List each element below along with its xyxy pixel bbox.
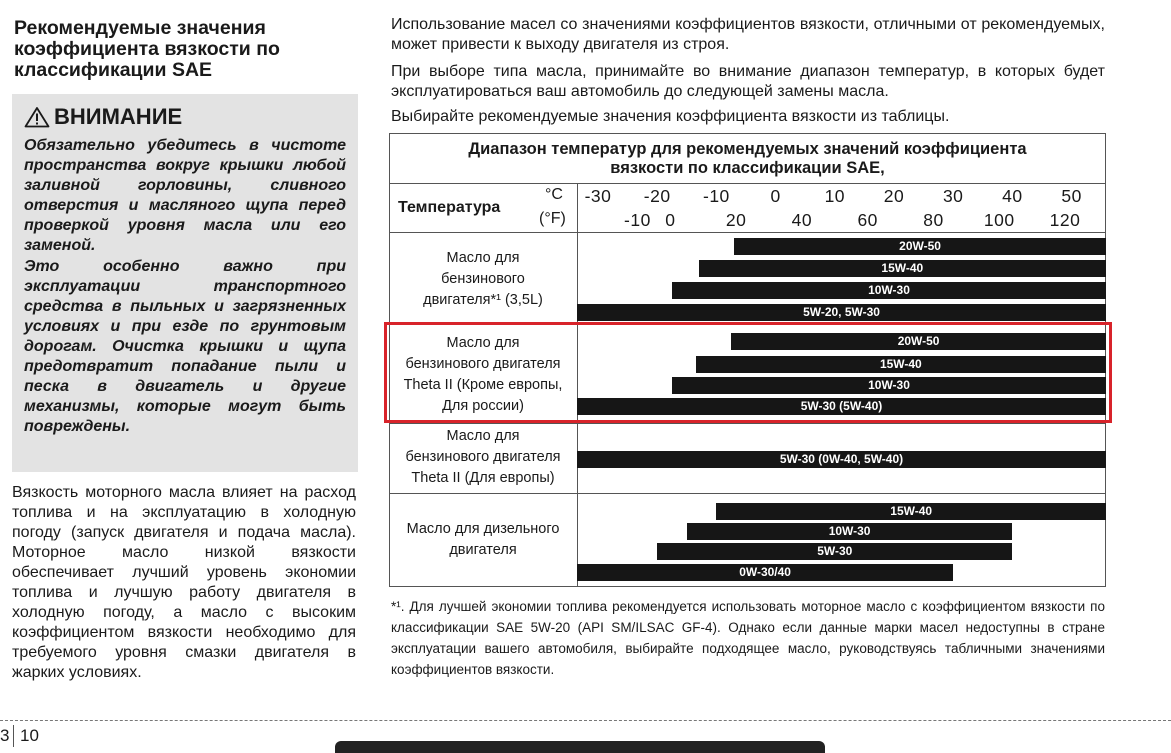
warning-paragraph: Это особенно важно при эксплуатации транспортного средства в пыльных и загрязненных условиях и при езде по грунтовым дорогам. Очистка крышки и щупа предотвратит попадание пыли и песка в двигатель и другие механизмы, которые могут быть повреждены.	[24, 258, 346, 435]
oil-group-label-line: Theta II (Для европы)	[411, 470, 555, 486]
oil-group-label-line: Для россии)	[442, 398, 524, 414]
footnote: *¹. Для лучшей экономии топлива рекомендуется использовать моторное масло с коэффициентом вязкости по классификации SAE 5W-20 (API SM/ILSAC GF-4). Однако если данные марки масел недоступны в стране эксплуатации вашего автомобиля, выбирайте подходящее масло, руководствуясь табличными значениями коэффициентов вязкости.	[391, 599, 1105, 677]
viscosity-bar: 10W-30	[687, 523, 1013, 540]
section-title-line: классификации SAE	[14, 59, 213, 81]
fahrenheit-tick: 80	[923, 210, 944, 230]
oil-group-label-line: бензинового двигателя	[405, 449, 561, 465]
warning-paragraph: Обязательно убедитесь в чистоте пространства вокруг крышки любой заливной горловины, сливного отверстия и масляного щупа перед проверкой уровня масла или его заменой.	[24, 137, 346, 254]
viscosity-bar: 0W-30/40	[577, 564, 953, 581]
page-bottom-divider	[0, 720, 1171, 721]
viscosity-bar: 20W-50	[734, 238, 1106, 255]
viscosity-bar: 20W-50	[731, 333, 1106, 350]
viscosity-bar: 15W-40	[699, 260, 1106, 277]
oil-group-label-line: Масло для	[446, 428, 520, 444]
celsius-tick: -20	[643, 186, 671, 206]
viscosity-bar: 15W-40	[696, 356, 1106, 373]
oil-group-label-line: Theta II (Кроме европы,	[403, 377, 563, 393]
oil-group-label	[389, 519, 577, 561]
intro-paragraph: При выборе типа масла, принимайте во внимание диапазон температур, в которых будет эксплуатироваться ваш автомобиль до следующей замены масла.	[391, 63, 1105, 100]
table-title-line: вязкости по классификации SAE,	[610, 159, 885, 177]
viscosity-bar: 5W-30 (0W-40, 5W-40)	[577, 451, 1106, 468]
chapter-number: 3	[0, 726, 10, 745]
celsius-tick: 10	[824, 186, 846, 206]
table-divider	[389, 183, 1106, 184]
oil-group-label-line: бензинового двигателя	[405, 356, 561, 372]
section-title	[14, 18, 354, 81]
viewer-toolbar[interactable]	[335, 741, 825, 753]
viscosity-bar: 10W-30	[672, 282, 1106, 299]
oil-group-label	[389, 426, 577, 489]
fahrenheit-tick: -10	[624, 210, 651, 230]
warning-heading	[24, 104, 182, 130]
viscosity-bar: 5W-20, 5W-30	[577, 304, 1106, 321]
section-title-line: Рекомендуемые значения	[14, 17, 266, 39]
table-title	[389, 140, 1106, 178]
celsius-tick: -30	[584, 186, 612, 206]
celsius-tick: 40	[1002, 186, 1023, 206]
table-title-line: Диапазон температур для рекомендуемых значений коэффициента	[468, 140, 1027, 158]
viscosity-bar: 5W-30 (5W-40)	[577, 398, 1106, 415]
intro-paragraph: Использование масел со значениями коэффициентов вязкости, отличными от рекомендуемых, может привести к выходу двигателя из строя.	[391, 16, 1105, 53]
table-divider	[389, 423, 1106, 424]
fahrenheit-tick: 60	[857, 210, 878, 230]
table-divider	[389, 493, 1106, 494]
page-number-separator	[13, 725, 14, 747]
celsius-tick: 30	[942, 186, 964, 206]
oil-group-label-line: Масло для дизельного	[406, 521, 560, 537]
warning-box	[12, 94, 358, 472]
fahrenheit-tick: 100	[983, 210, 1015, 230]
fahrenheit-tick: 0	[665, 210, 676, 230]
oil-group-label-line: бензинового	[441, 271, 525, 287]
celsius-tick: 50	[1061, 186, 1082, 206]
page-number	[0, 726, 9, 746]
fahrenheit-unit: (°F)	[539, 210, 566, 227]
temperature-label: Температура	[398, 199, 501, 216]
table-divider	[389, 232, 1106, 233]
oil-group-label-line: Масло для	[446, 250, 520, 266]
viscosity-bar: 10W-30	[672, 377, 1106, 394]
celsius-tick: 0	[770, 186, 781, 206]
oil-group-label-line: двигателя	[449, 542, 517, 558]
highlight-frame	[384, 322, 1112, 423]
viscosity-description: Вязкость моторного масла влияет на расход топлива и на эксплуатацию в холодную погоду (запуск двигателя и подача масла). Моторное масло низкой вязкости обеспечивает лучший уровень экономии топлива и лучшую работу двигателя в холодную погоду, а масло с высоким коэффициентом вязкости необходимо для требуемого уровня смазки двигателя в жарких условиях.	[12, 484, 356, 681]
oil-group-label	[389, 248, 577, 311]
celsius-tick: 20	[883, 186, 905, 206]
page-index: 10	[20, 726, 39, 745]
fahrenheit-tick: 40	[791, 210, 813, 230]
section-title-line: коэффициента вязкости по	[14, 38, 280, 60]
oil-group-label-line: двигателя*¹ (3,5L)	[423, 292, 543, 308]
celsius-unit: °C	[545, 186, 563, 203]
fahrenheit-tick: 20	[725, 210, 747, 230]
intro-paragraph: Выбирайте рекомендуемые значения коэффициента вязкости из таблицы.	[391, 108, 950, 125]
warning-triangle-icon	[24, 106, 50, 128]
oil-group-label-line: Масло для	[446, 335, 520, 351]
fahrenheit-tick: 120	[1049, 210, 1081, 230]
viscosity-bar: 15W-40	[716, 503, 1106, 520]
celsius-tick: -10	[702, 186, 730, 206]
warning-title: ВНИМАНИЕ	[54, 104, 183, 129]
viscosity-bar: 5W-30	[657, 543, 1012, 560]
